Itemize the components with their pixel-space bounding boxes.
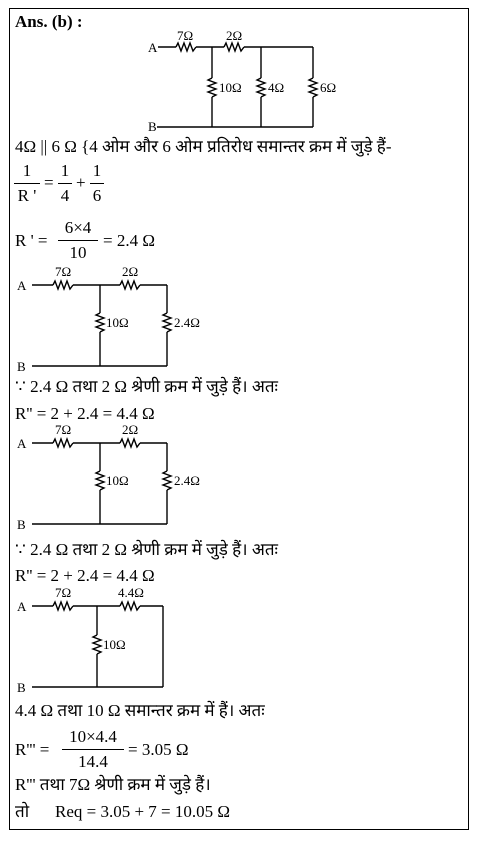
denominator: 10 — [69, 243, 87, 262]
denominator: 6 — [92, 186, 102, 205]
answer-heading: Ans. (b) : — [15, 12, 83, 31]
terminal-b-label: B — [17, 680, 26, 695]
terminal-a-label: A — [17, 599, 27, 614]
series-result-1: R'' = 2 + 2.4 = 4.4 Ω — [15, 404, 155, 423]
fraction-10x4-4-over-14-4 — [62, 727, 124, 772]
final-equivalent-resistance: Req = 3.05 + 7 = 10.05 Ω — [55, 802, 231, 821]
terminal-b-label: B — [17, 359, 26, 374]
resistor-7-label: 7Ω — [177, 28, 194, 43]
resistor-4-label: 4Ω — [268, 80, 285, 95]
series-statement-1: ∵ 2.4 Ω तथा 2 Ω श्रेणी क्रम में जुड़े हैं। अतः — [15, 377, 278, 396]
resistor-6-label: 6Ω — [320, 80, 337, 95]
resistor-10-label: 10Ω — [219, 80, 242, 95]
r-prime-label: R ' = — [15, 231, 48, 250]
r-prime-value: = 2.4 Ω — [103, 231, 155, 250]
series-statement-3: R''' तथा 7Ω श्रेणी क्रम में जुड़े हैं। — [15, 775, 211, 794]
resistor-2-label: 2Ω — [122, 422, 139, 437]
resistor-2-4-label: 2.4Ω — [174, 315, 200, 330]
resistor-4-4-label: 4.4Ω — [118, 585, 144, 600]
terminal-a-label: A — [17, 278, 27, 293]
denominator: 14.4 — [78, 752, 108, 771]
series-result-2: R'' = 2 + 2.4 = 4.4 Ω — [15, 566, 155, 585]
series-statement-2: ∵ 2.4 Ω तथा 2 Ω श्रेणी क्रम में जुड़े हैं। अतः — [15, 540, 278, 559]
numerator: 1 — [22, 161, 32, 180]
parallel-statement-2: 4.4 Ω तथा 10 Ω समान्तर क्रम में हैं। अतः — [15, 701, 265, 720]
terminal-a-label: A — [17, 436, 27, 451]
r-triple-prime-value: = 3.05 Ω — [128, 740, 189, 759]
resistor-7-label: 7Ω — [55, 585, 72, 600]
numerator: 6×4 — [64, 218, 92, 237]
plus-sign: + — [76, 173, 86, 192]
numerator: 1 — [60, 161, 70, 180]
resistor-10-label: 10Ω — [106, 315, 129, 330]
resistor-7-label: 7Ω — [55, 264, 72, 279]
parallel-statement: 4Ω || 6 Ω {4 ओम और 6 ओम प्रतिरोध समान्तर क्रम में जुड़े हैं- — [15, 137, 392, 156]
resistor-7-label: 7Ω — [55, 422, 72, 437]
resistor-10-label: 10Ω — [106, 473, 129, 488]
final-prefix: तो — [15, 802, 30, 821]
numerator: 1 — [92, 161, 102, 180]
terminal-b-label: B — [17, 517, 26, 532]
resistor-2-label: 2Ω — [226, 28, 243, 43]
terminal-b-label: B — [148, 119, 157, 134]
denominator: R ' — [17, 186, 37, 205]
equals-sign: = — [44, 173, 54, 192]
resistor-2-label: 2Ω — [122, 264, 139, 279]
numerator: 10×4.4 — [69, 727, 117, 746]
r-triple-prime-label: R''' = — [15, 740, 50, 759]
resistor-2-4-label: 2.4Ω — [174, 473, 200, 488]
resistor-10-label: 10Ω — [103, 637, 126, 652]
terminal-a-label: A — [148, 40, 158, 55]
denominator: 4 — [60, 186, 70, 205]
